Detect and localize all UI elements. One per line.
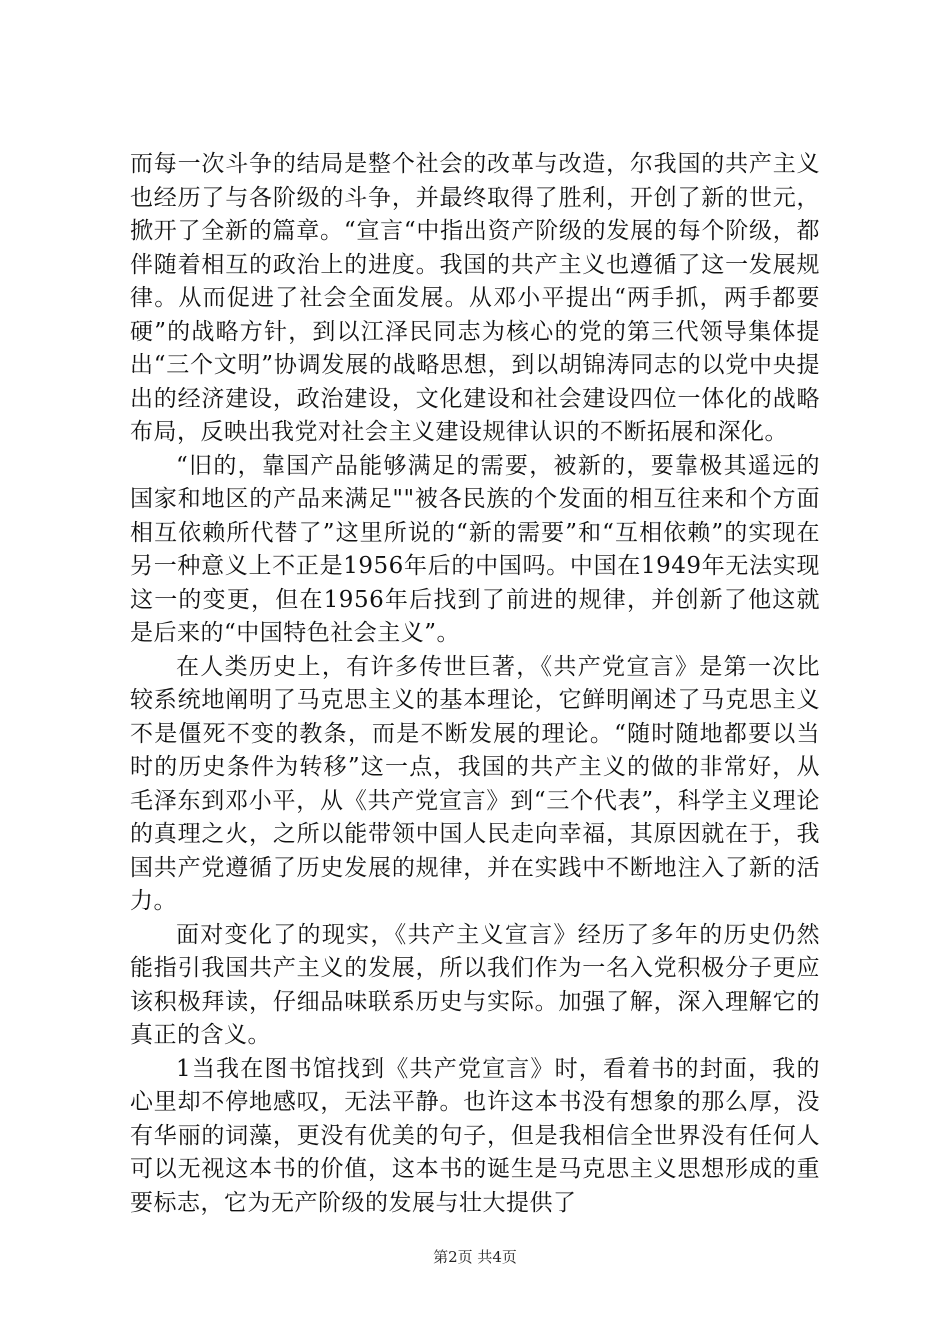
paragraph-3: 在人类历史上，有许多传世巨著，《共产党宣言》是第一次比较系统地阐明了马克思主义的基本理论，它鲜明阐述了马克思主义不是僵死不变的教条，而是不断发展的理论。“随时随地都要以当时的历史条件为转移”这一点，我国的共产主义的做的非常好，从毛泽东到邓小平，从《共产党宣言》到“三个代表”，科学主义理论的真理之火，之所以能带领中国人民走向幸福，其原因就在于，我国共产党遵循了历史发展的规律，并在实践中不断地注入了新的活力。	[130, 653, 820, 914]
page-number-footer: 第2页 共4页	[433, 1248, 517, 1266]
paragraph-2: “旧的，靠国产品能够满足的需要，被新的，要靠极其遥远的国家和地区的产品来满足""被各民族的个发面的相互往来和个方面相互依赖所代替了”这里所说的“新的需要”和“互相依赖”的实现在另一种意义上不正是1956年后的中国吗。中国在1949年无法实现这一的变更，但在1956年后找到了前进的规律，并创新了他这就是后来的“中国特色社会主义”。	[130, 452, 820, 646]
paragraph-5: 1当我在图书馆找到《共产党宣言》时，看着书的封面，我的心里却不停地感叹，无法平静。也许这本书没有想象的那么厚，没有华丽的词藻，更没有优美的句子，但是我相信全世界没有任何人可以无视这本书的价值，这本书的诞生是马克思主义思想形成的重要标志，它为无产阶级的发展与壮大提供了	[130, 1055, 820, 1216]
paragraph-1: 而每一次斗争的结局是整个社会的改革与改造，尔我国的共产主义也经历了与各阶级的斗争，并最终取得了胜利，开创了新的世元，掀开了全新的篇章。“宣言“中指出资产阶级的发展的每个阶级，都伴随着相互的政治上的进度。我国的共产主义也遵循了这一发展规律。从而促进了社会全面发展。从邓小平提出“两手抓，两手都要硬”的战略方针，到以江泽民同志为核心的党的第三代领导集体提出“三个文明”协调发展的战略思想，到以胡锦涛同志的以党中央提出的经济建设，政治建设，文化建设和社会建设四位一体化的战略布局，反映出我党对社会主义建设规律认识的不断拓展和深化。	[130, 151, 820, 445]
document-body	[130, 148, 820, 1220]
paragraph-4: 面对变化了的现实，《共产主义宣言》经历了多年的历史仍然能指引我国共产主义的发展，所以我们作为一名入党积极分子更应该积极拜读，仔细品味联系历史与实际。加强了解，深入理解它的真正的含义。	[130, 921, 820, 1048]
